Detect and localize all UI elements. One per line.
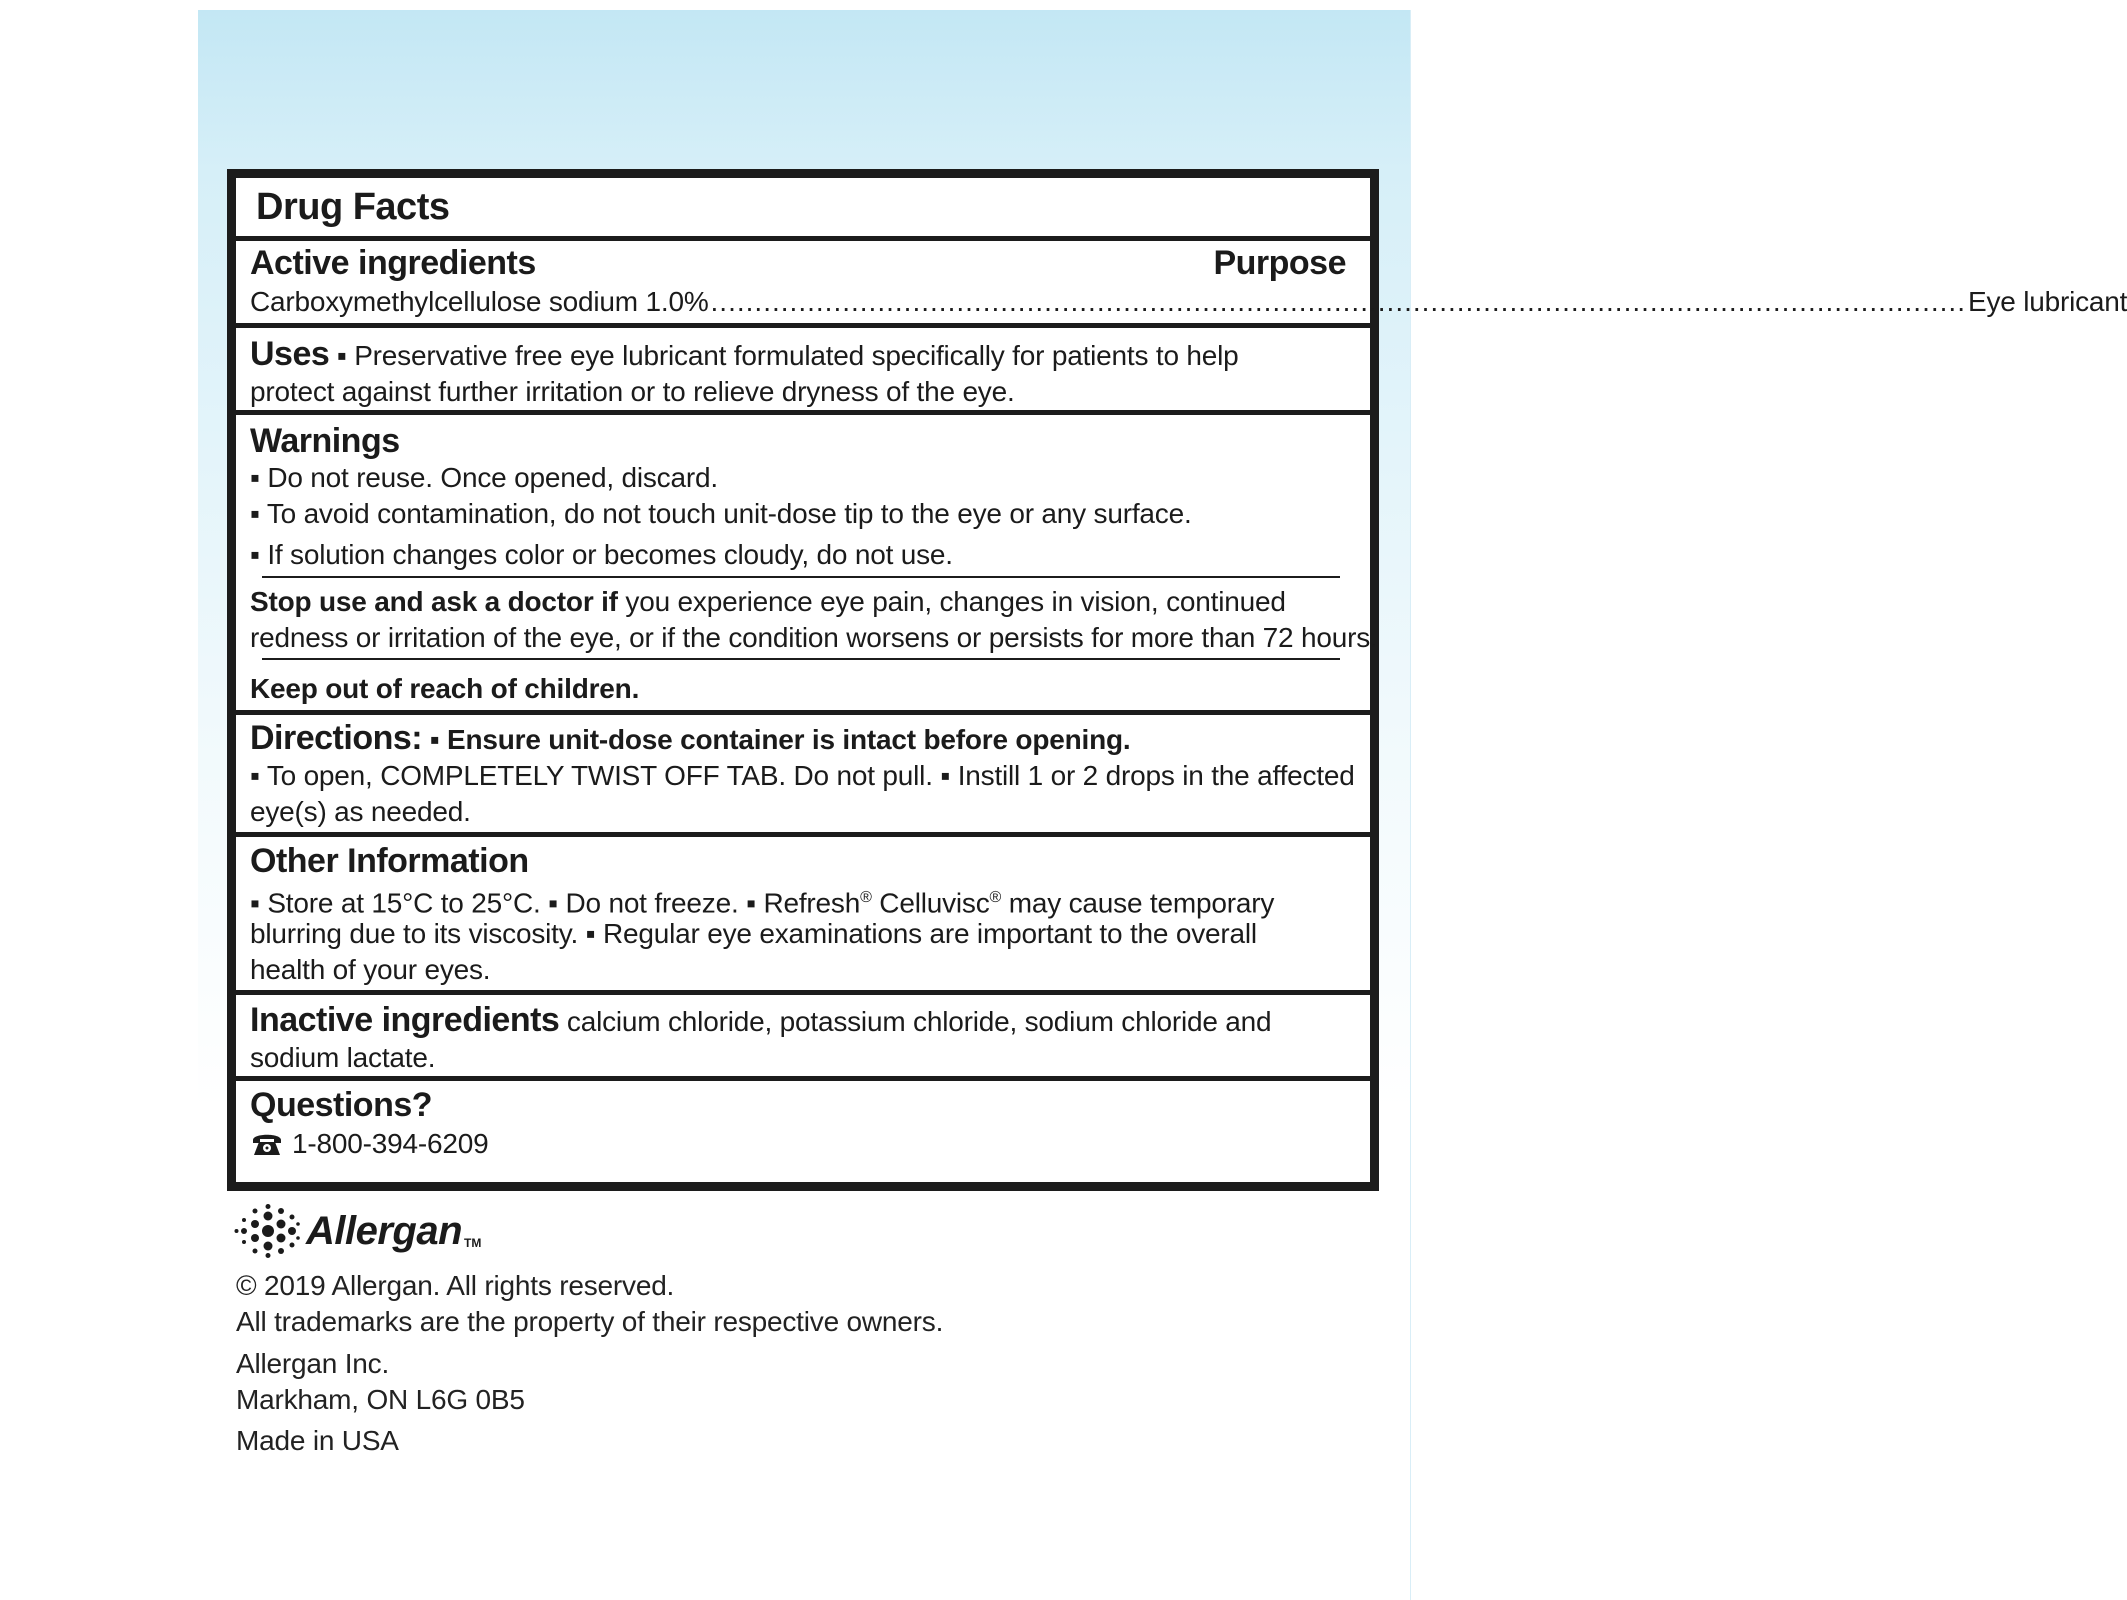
registered-mark: ® [989, 889, 1002, 906]
bullet-icon: ▪ [585, 918, 603, 949]
trademark-mark: TM [464, 1236, 482, 1250]
bullet-icon: ▪ [250, 887, 268, 919]
bullet-icon: ▪ [250, 539, 268, 570]
active-ingredient-row [250, 284, 2127, 320]
section-divider [236, 710, 1370, 715]
phone-number[interactable]: 1-800-394-6209 [292, 1128, 489, 1159]
other-text: blurring due to its viscosity. [250, 918, 579, 949]
active-ingredient-name: Carboxymethylcellulose sodium 1.0% [250, 286, 709, 317]
inactive-line-2: sodium lactate. [250, 1042, 436, 1073]
bullet-icon: ▪ [940, 760, 958, 791]
other-text: Do not freeze. [565, 887, 739, 919]
stop-use-lead: Stop use and ask a doctor if [250, 586, 618, 617]
section-divider [236, 1076, 1370, 1081]
copyright-text: © 2019 Allergan. All rights reserved. [236, 1270, 675, 1301]
section-divider [236, 323, 1370, 328]
active-ingredients-header [250, 244, 1346, 283]
stop-use-line-1 [250, 584, 1346, 620]
section-divider [236, 236, 1370, 241]
other-line-2 [250, 916, 1346, 952]
warning-item [250, 496, 1346, 532]
bullet-icon: ▪ [250, 498, 267, 529]
drug-facts-box [230, 172, 2127, 1188]
bullet-icon: ▪ [250, 760, 267, 791]
bullet-icon: ▪ [746, 887, 764, 919]
drug-facts-title: Drug Facts [256, 186, 450, 228]
allergan-wordmark: Allergan [306, 1208, 463, 1253]
active-ingredient-purpose: Eye lubricant [1967, 286, 2127, 317]
section-divider [236, 832, 1370, 837]
leader-dots: ............................................................................................................................................... [710, 286, 1966, 317]
inactive-line-1 [250, 1002, 1346, 1040]
uses-heading: Uses [250, 335, 330, 373]
allergan-logo [234, 1204, 481, 1258]
uses-line-2: protect against further irritation or to relieve dryness of the eye. [250, 376, 1015, 407]
directions-lead: Ensure unit-dose container is intact before opening. [447, 724, 1131, 755]
warning-text: If solution changes color or becomes cloudy, do not use. [267, 539, 953, 570]
stop-use-line-2: redness or irritation of the eye, or if the condition worsens or persists for more than 72 hours. [250, 622, 1378, 653]
section-divider [236, 990, 1370, 995]
directions-line-3: eye(s) as needed. [250, 796, 471, 827]
other-line-3: health of your eyes. [250, 954, 491, 985]
directions-heading: Directions: [250, 719, 423, 757]
other-text: Regular eye examinations are important to the overall [602, 918, 1257, 949]
purpose-heading: Purpose [1213, 244, 1346, 282]
bullet-icon: ▪ [429, 724, 447, 755]
company-name: Allergan Inc. [236, 1348, 390, 1379]
warning-item [250, 460, 1346, 496]
made-in-text: Made in USA [236, 1425, 399, 1456]
uses-text: Preservative free eye lubricant formulated specifically for patients to help [354, 340, 1239, 371]
company-address: Markham, ON L6G 0B5 [236, 1384, 525, 1415]
directions-text: Instill 1 or 2 drops in the affected [957, 760, 1355, 791]
telephone-icon [250, 1130, 284, 1158]
keep-out-of-reach: Keep out of reach of children. [250, 673, 640, 704]
active-ingredients-heading: Active ingredients [250, 244, 536, 282]
warnings-heading: Warnings [250, 422, 400, 460]
warning-text: Do not reuse. Once opened, discard. [267, 462, 718, 493]
allergan-dots-icon [234, 1204, 300, 1258]
uses-line-1 [250, 336, 1346, 374]
section-divider [236, 410, 1370, 415]
stop-use-text: you experience eye pain, changes in vision, continued [625, 586, 1286, 617]
registered-mark: ® [860, 889, 872, 906]
bullet-icon: ▪ [548, 887, 566, 919]
inactive-ingredients-heading: Inactive ingredients [250, 1001, 560, 1039]
phone-row [250, 1126, 1346, 1162]
bullet-icon: ▪ [250, 462, 268, 493]
warning-rule [262, 658, 1340, 660]
warning-rule [262, 576, 1340, 578]
bullet-icon: ▪ [336, 340, 355, 371]
inactive-text: calcium chloride, potassium chloride, sodium chloride and [566, 1006, 1272, 1037]
trademarks-text: All trademarks are the property of their respective owners. [236, 1306, 944, 1337]
warning-item [250, 537, 1346, 573]
brand-refresh: Refresh [763, 887, 861, 919]
directions-text: To open, COMPLETELY TWIST OFF TAB. Do not pull. [266, 760, 933, 791]
other-information-heading: Other Information [250, 842, 529, 880]
warning-text: To avoid contamination, do not touch unit-dose tip to the eye or any surface. [266, 498, 1192, 529]
questions-heading: Questions? [250, 1086, 433, 1124]
directions-line-1 [250, 720, 1346, 758]
other-text: may cause temporary [1008, 887, 1275, 919]
other-text: Store at 15°C to 25°C. [267, 887, 541, 919]
brand-celluvisc: Celluvisc [879, 887, 990, 919]
directions-line-2 [250, 758, 1355, 794]
